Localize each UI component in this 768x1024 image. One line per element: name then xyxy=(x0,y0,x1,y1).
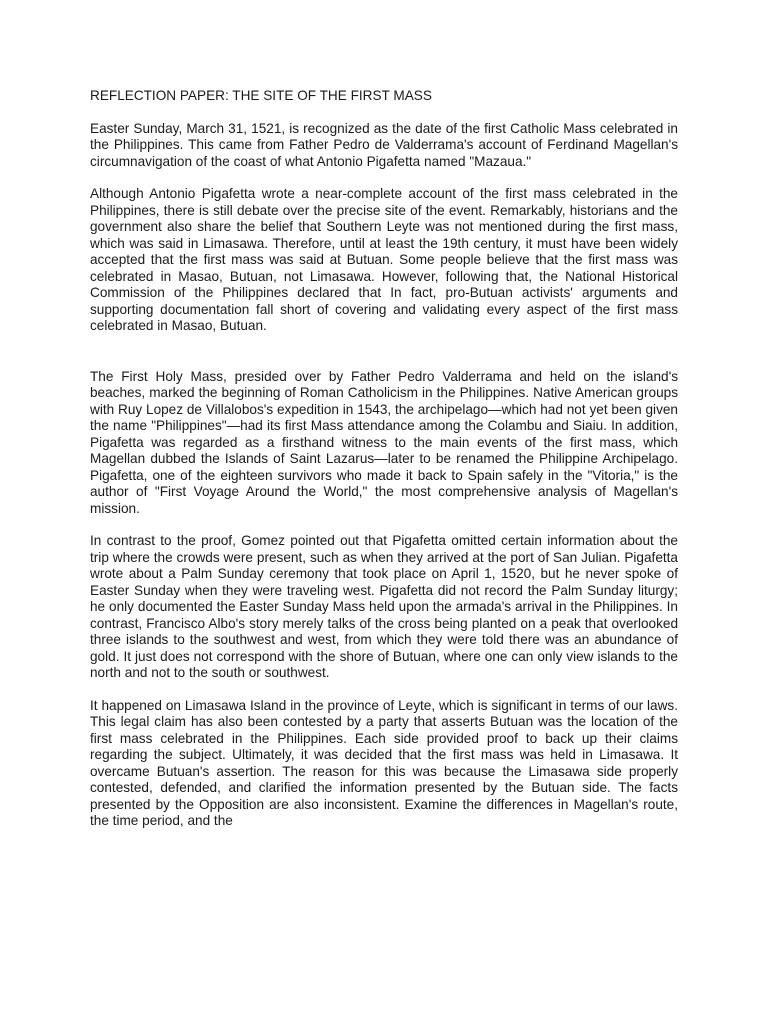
paragraph-first-mass-date: Easter Sunday, March 31, 1521, is recognized as the date of the first Catholic Mass celebrated in the Philippines. This came from Father Pedro de Valderrama's account of Ferdinand Magellan's circumnavigation of the coast of what Antonio Pigafetta named "Mazaua." xyxy=(90,120,678,169)
paragraph-gomez-contrast: In contrast to the proof, Gomez pointed out that Pigafetta omitted certain information about the trip where the crowds were present, such as when they arrived at the port of San Julian. Pigafetta wrote about a Palm Sunday ceremony that took place on April 1, 1520, but he never spoke of Easter Sunday when they were traveling west. Pigafetta did not record the Palm Sunday liturgy; he only documented the Easter Sunday Mass held upon the armada's arrival in the Philippines. In contrast, Francisco Albo's story merely talks of the cross being planted on a peak that overlooked three islands to the southwest and west, from which they were told there was an abundance of gold. It just does not correspond with the shore of Butuan, where one can only view islands to the north and not to the south or southwest. xyxy=(90,533,678,680)
paragraph-limasawa-ruling: It happened on Limasawa Island in the province of Leyte, which is significant in terms of our laws. This legal claim has also been contested by a party that asserts Butuan was the location of the first mass celebrated in the Philippines. Each side provided proof to back up their claims regarding the subject. Ultimately, it was decided that the first mass was held in Limasawa. It overcame Butuan's assertion. The reason for this was because the Limasawa side properly contested, defended, and clarified the information presented by the Butuan side. The facts presented by the Opposition are also inconsistent. Examine the differences in Magellan's route, the time period, and the xyxy=(90,697,678,828)
paragraph-site-debate: Although Antonio Pigafetta wrote a near-complete account of the first mass celebrated in the Philippines, there is still debate over the precise site of the event. Remarkably, historians and the government also share the belief that Southern Leyte was not mentioned during the first mass, which was said in Limasawa. Therefore, until at least the 19th century, it must have been widely accepted that the first mass was said at Butuan. Some people believe that the first mass was celebrated in Masao, Butuan, not Limasawa. However, following that, the National Historical Commission of the Philippines declared that In fact, pro-Butuan activists' arguments and supporting documentation fall short of covering and validating every aspect of the first mass celebrated in Masao, Butuan. xyxy=(90,186,678,333)
paragraph-first-holy-mass: The First Holy Mass, presided over by Father Pedro Valderrama and held on the island's beaches, marked the beginning of Roman Catholicism in the Philippines. Native American groups with Ruy Lopez de Villalobos's expedition in 1543, the archipelago—which had not yet been given the name "Philippines"—had its first Mass attendance among the Colambu and Siaiu. In addition, Pigafetta was regarded as a firsthand witness to the main events of the first mass, which Magellan dubbed the Islands of Saint Lazarus—later to be renamed the Philippine Archipelago. Pigafetta, one of the eighteen survivors who made it back to Spain safely in the "Vitoria," is the author of "First Voyage Around the World," the most comprehensive analysis of Magellan's mission. xyxy=(90,368,678,516)
document-title: REFLECTION PAPER: THE SITE OF THE FIRST MASS xyxy=(90,88,432,103)
document-page xyxy=(90,88,678,846)
